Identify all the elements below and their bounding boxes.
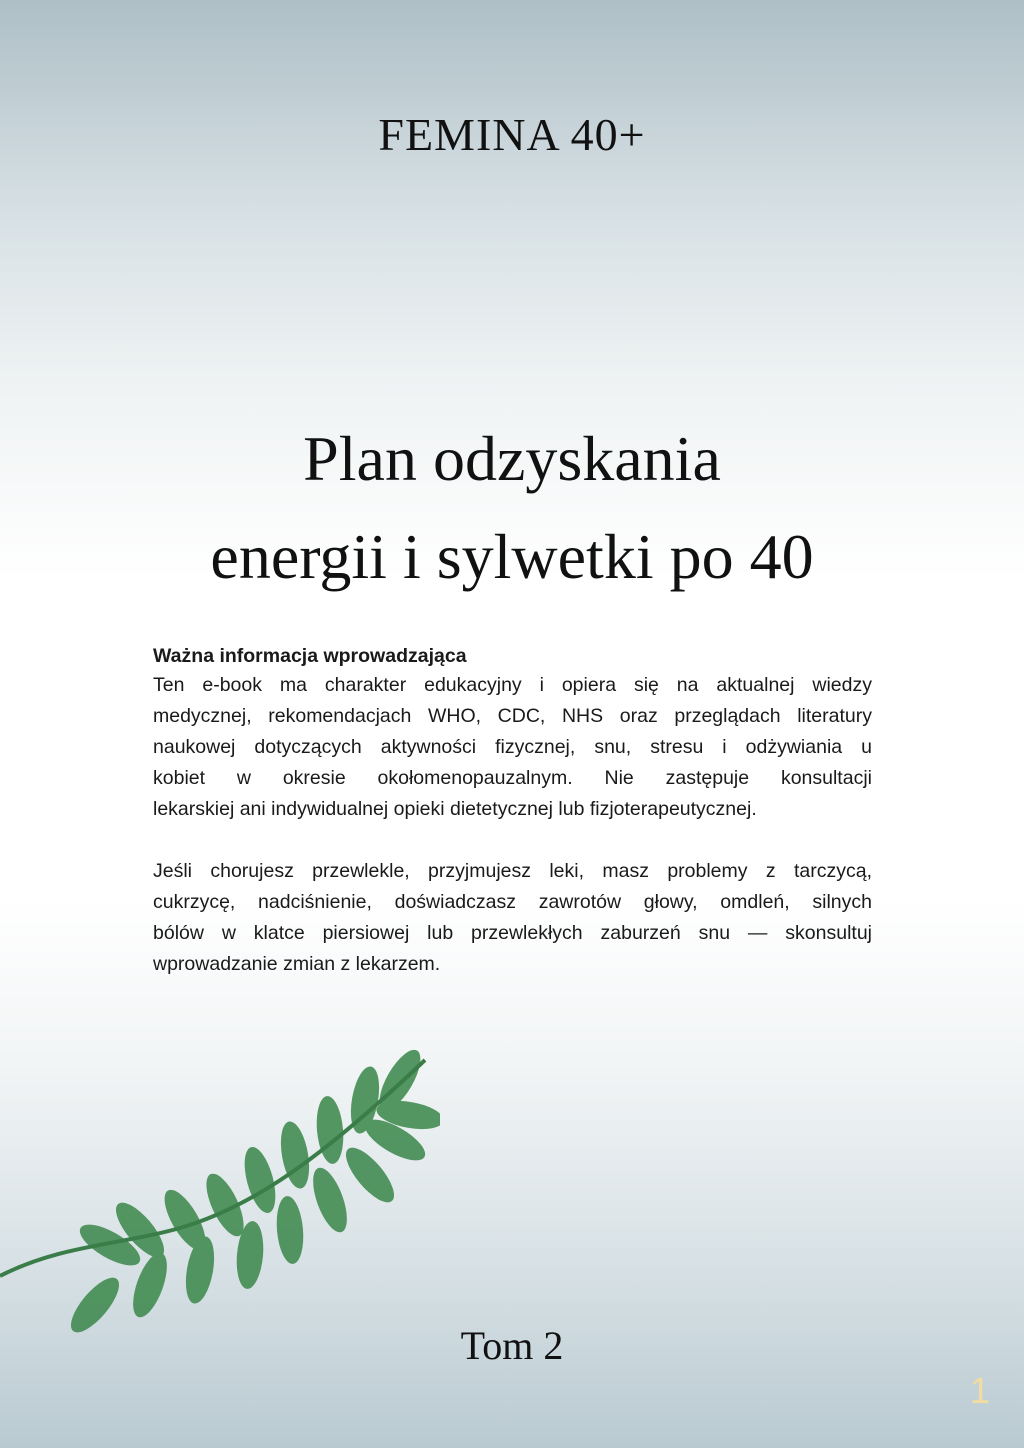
leaf-branch-illustration: [0, 1040, 440, 1340]
text-line: bólów w klatce piersiowej lub przewlekłych zaburzeń snu — skonsultuj: [153, 922, 872, 944]
leaf-shape: [239, 1144, 282, 1216]
text-line: medycznej, rekomendacjach WHO, CDC, NHS oraz przeglądach literatury: [153, 705, 872, 727]
intro-notice: [153, 642, 872, 1011]
leaf-shape: [181, 1234, 218, 1305]
leaf-shape: [306, 1164, 354, 1237]
volume-label: Tom 2: [460, 1323, 564, 1368]
notice-paragraph-1: [153, 670, 872, 825]
title-line-2: energii i sylwetki po 40: [210, 521, 814, 592]
text-line: kobiet w okresie okołomenopauzalnym. Nie zastępuje konsultacji: [153, 767, 872, 789]
title-line-1: Plan odzyskania: [303, 423, 721, 494]
text-line: naukowej dotyczących aktywności fizycznej, snu, stresu i odżywiania u: [153, 736, 872, 758]
text-line: Ten e-book ma charakter edukacyjny i opiera się na aktualnej wiedzy: [153, 674, 872, 696]
text-line: cukrzycę, nadciśnienie, doświadczasz zawrotów głowy, omdleń, silnych: [153, 891, 872, 913]
document-title: [0, 410, 1024, 606]
page-number: 1: [969, 1370, 990, 1411]
notice-paragraph-2: [153, 856, 872, 980]
leaf-shape: [274, 1195, 306, 1265]
notice-heading: Ważna informacja wprowadzająca: [153, 645, 467, 667]
brand-title: FEMINA 40+: [378, 109, 646, 160]
text-line: lekarskiej ani indywidualnej opieki dietetycznej lub fizjoterapeutycznej.: [153, 798, 757, 820]
text-line: wprowadzanie zmian z lekarzem.: [153, 953, 441, 975]
text-line: Jeśli chorujesz przewlekle, przyjmujesz leki, masz problemy z tarczycą,: [153, 860, 872, 882]
